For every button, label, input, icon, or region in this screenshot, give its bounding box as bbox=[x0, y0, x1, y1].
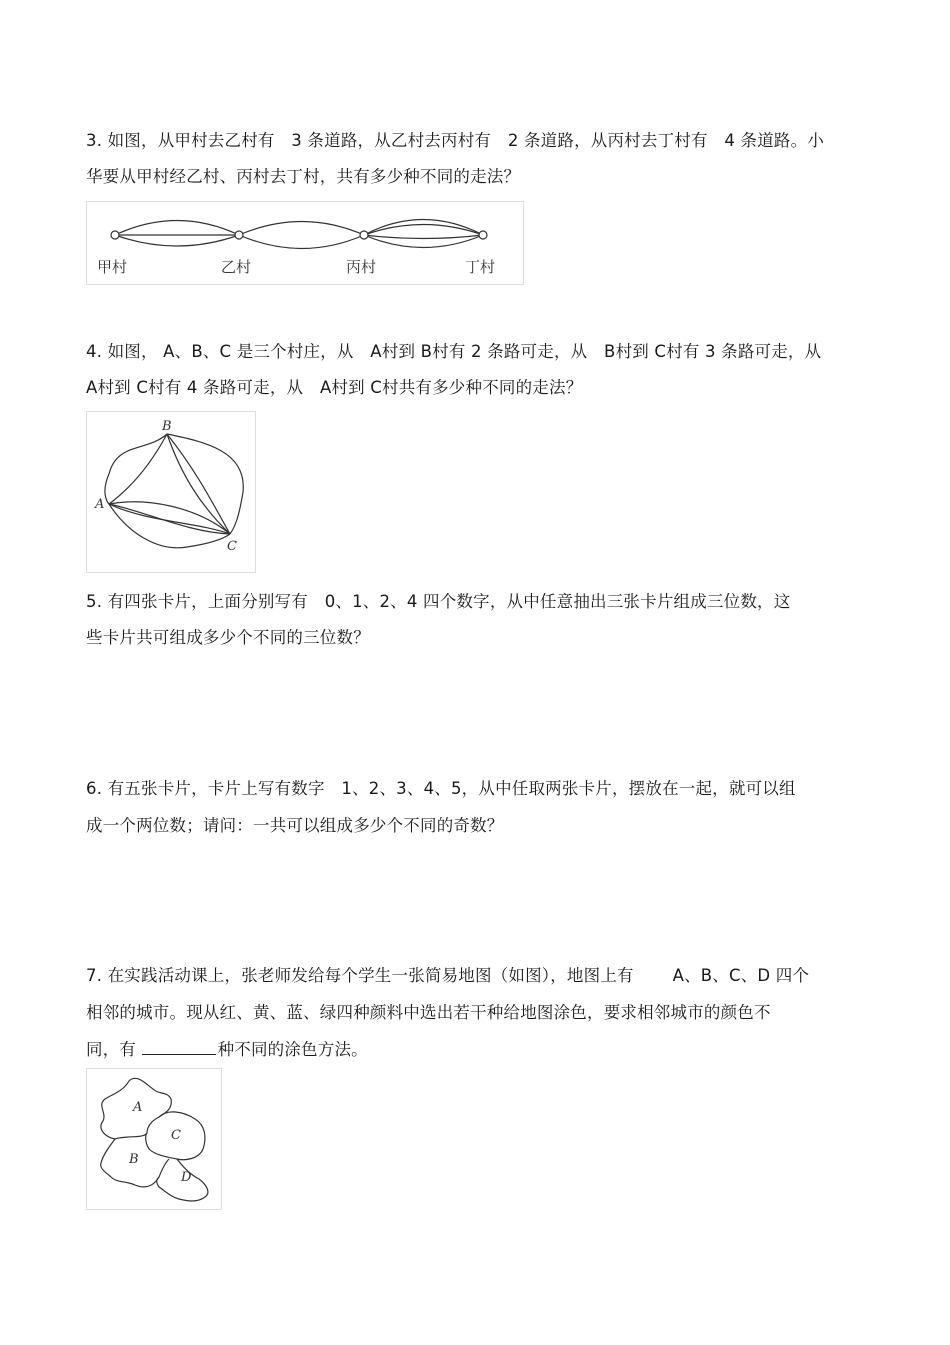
label-yi-village: 乙村 bbox=[221, 258, 252, 276]
label-jia-village: 甲村 bbox=[97, 258, 128, 276]
label-ding-village: 丁村 bbox=[465, 258, 496, 276]
problem-3-line-1: 3. 如图，从甲村去乙村有 3 条道路，从乙村去丙村有 2 条道路，从丙村去丁村有 4 条道路。小 bbox=[86, 131, 825, 150]
answer-blank[interactable] bbox=[142, 1040, 216, 1055]
problem-5-line-2: 些卡片共可组成多少个不同的三位数？ bbox=[86, 628, 370, 647]
problem-7-line-1: 7. 在实践活动课上，张老师发给每个学生一张简易地图（如图），地图上有 A、B、C、D 四个 bbox=[86, 966, 810, 985]
label-b: B bbox=[162, 419, 172, 434]
problem-7-line-3-prefix: 同，有 bbox=[86, 1040, 137, 1059]
label-city-d: D bbox=[181, 1170, 192, 1185]
label-city-a: A bbox=[133, 1100, 143, 1115]
label-c: C bbox=[227, 539, 237, 554]
label-bing-village: 丙村 bbox=[346, 258, 377, 276]
label-city-c: C bbox=[171, 1128, 181, 1143]
village-road-figure bbox=[86, 201, 524, 285]
problem-7-line-2: 相邻的城市。现从红、黄、蓝、绿四种颜料中选出若干种给地图涂色，要求相邻城市的颜色不 bbox=[86, 1003, 771, 1022]
label-a: A bbox=[95, 497, 105, 512]
city-map-figure bbox=[86, 1068, 222, 1210]
problem-7-line-3 bbox=[86, 1036, 368, 1060]
problem-7-line-3-suffix: 种不同的涂色方法。 bbox=[217, 1040, 368, 1059]
abc-road-figure bbox=[86, 411, 256, 573]
label-city-b: B bbox=[129, 1152, 139, 1167]
problem-4-line-2: A村到 C村有 4 条路可走，从 A村到 C村共有多少种不同的走法？ bbox=[86, 378, 583, 397]
problem-6-line-2: 成一个两位数；请问：一共可以组成多少个不同的奇数？ bbox=[86, 816, 504, 835]
problem-3-line-2: 华要从甲村经乙村、丙村去丁村，共有多少种不同的走法？ bbox=[86, 167, 521, 186]
problem-5-line-1: 5. 有四张卡片，上面分别写有 0、1、2、4 四个数字，从中任意抽出三张卡片组成三位数，这 bbox=[86, 592, 791, 611]
problem-4-line-1: 4. 如图， A、B、C 是三个村庄，从 A村到 B村有 2 条路可走，从 B村到 C村有 3 条路可走，从 bbox=[86, 342, 822, 361]
problem-6-line-1: 6. 有五张卡片，卡片上写有数字 1、2、3、4、5，从中任取两张卡片，摆放在一起，就可以组 bbox=[86, 779, 796, 798]
